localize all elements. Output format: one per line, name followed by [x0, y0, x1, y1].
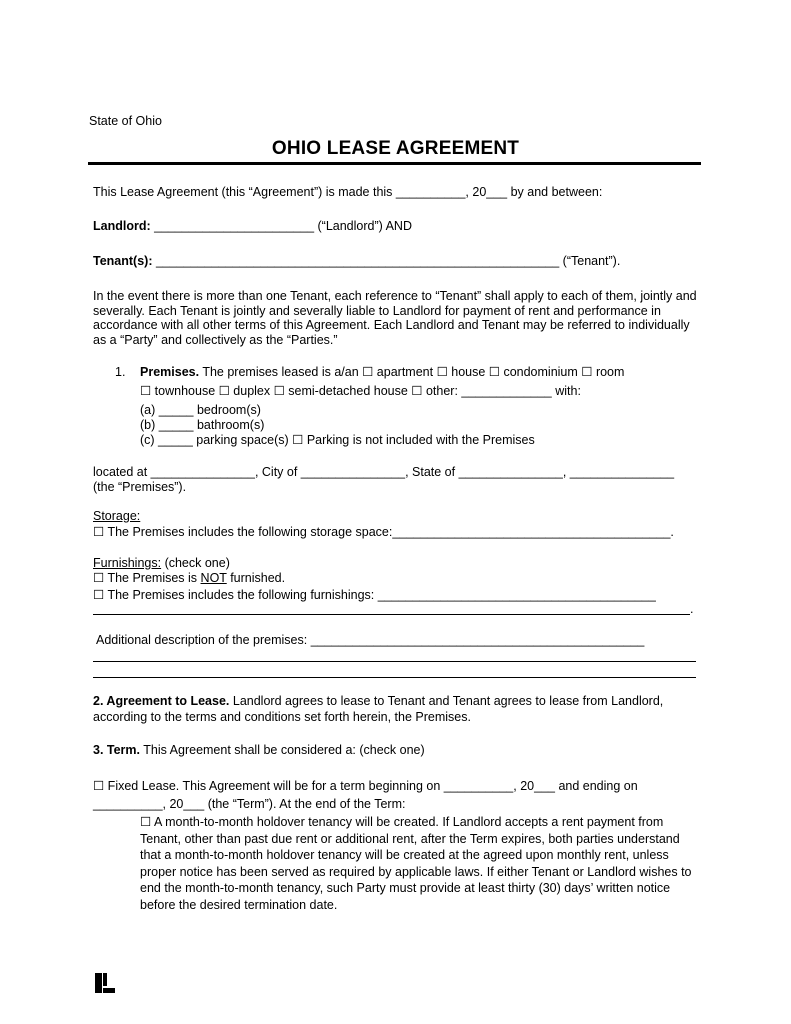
furnishings-option-furnished[interactable]: ☐ The Premises includes the following furnishings: ________________________________________ [93, 588, 656, 602]
landlord-line [93, 219, 412, 234]
holdover-paragraph[interactable]: ☐ A month-to-month holdover tenancy will be created. If Landlord accepts a rent payment from Tenant, other than past due rent or additional rent, after the Term expires, both parties understand that a month-to-month holdover tenancy will be created at the agreed upon monthly rent, unless proper notice has been served as required by applicable laws. If either Tenant or Landlord wishes to end the month-to-month tenancy, such Party must provide at least thirty (30) days’ written notice before the desired termination date. [140, 815, 692, 912]
agreement-to-lease [93, 693, 703, 725]
premises-definition: (the “Premises”). [93, 480, 187, 494]
term-heading-line [93, 743, 425, 758]
tenant-line [93, 254, 620, 269]
furnishings-heading: Furnishings: [93, 556, 162, 570]
brand-logo-icon [94, 972, 116, 994]
furnishings-opt1-end: furnished. [226, 571, 286, 585]
fixed-lease-line-1[interactable]: ☐ Fixed Lease. This Agreement will be for a term beginning on __________, 20___ and ending on [93, 779, 638, 793]
furnishings-not: NOT [200, 571, 227, 585]
furnishings-opt1-text: ☐ The Premises is [93, 571, 201, 585]
premises-type-options[interactable]: The premises leased is a/an ☐ apartment ☐ house ☐ condominium ☐ room [202, 365, 625, 379]
premises-line-1 [140, 365, 624, 380]
document-title: OHIO LEASE AGREEMENT [271, 138, 520, 159]
additional-description[interactable]: Additional description of the premises: ________________________________________________ [96, 633, 645, 647]
furnishings-period: . [690, 602, 694, 616]
state-label: State of Ohio [89, 114, 162, 128]
premises-bedrooms[interactable]: (a) _____ bedroom(s) [140, 403, 261, 417]
agreement-heading: 2. Agreement to Lease. [93, 694, 230, 708]
furnishings-blank-line[interactable] [93, 614, 690, 615]
storage-line[interactable]: ☐ The Premises includes the following storage space:________________________________________. [93, 525, 674, 539]
landlord-label: Landlord: [93, 219, 151, 233]
fixed-lease-line-2[interactable]: __________, 20___ (the “Term”). At the end of the Term: [93, 797, 406, 811]
term-heading: 3. Term. [93, 743, 141, 757]
additional-blank-line-2[interactable] [93, 677, 696, 678]
furnishings-note: (check one) [161, 556, 230, 570]
additional-blank-line-1[interactable] [93, 661, 696, 662]
premises-number: 1. [115, 365, 126, 379]
landlord-field[interactable]: _______________________ (“Landlord”) AND [154, 219, 412, 233]
tenant-label: Tenant(s): [93, 254, 153, 268]
furnishings-option-unfurnished[interactable] [93, 571, 285, 586]
term-text: This Agreement shall be considered a: (check one) [140, 743, 425, 757]
parties-paragraph: In the event there is more than one Tenant, each reference to “Tenant” shall apply to each of them, jointly and severally. Each Tenant is jointly and severally liable to Landlord for payment of rent and performance in accordance with all other terms of this Agreement. Each Landlord and Tenant may be referred to individually as a “Party” and collectively as the “Parties.” [93, 289, 697, 347]
title-rule [88, 162, 701, 165]
premises-heading: Premises. [140, 365, 200, 379]
tenant-field[interactable]: __________________________________________________________ (“Tenant”). [155, 254, 621, 268]
premises-line-2[interactable]: ☐ townhouse ☐ duplex ☐ semi-detached house ☐ other: _____________ with: [140, 384, 581, 398]
premises-bathrooms[interactable]: (b) _____ bathroom(s) [140, 418, 265, 432]
furnishings-heading-line [93, 556, 230, 571]
intro-line: This Lease Agreement (this “Agreement”) is made this __________, 20___ by and between: [93, 185, 603, 199]
premises-location[interactable]: located at _______________, City of _______________, State of _______________, _______________ [93, 465, 675, 479]
storage-heading: Storage: [93, 509, 141, 523]
agreement-text: Landlord agrees to lease to Tenant and Tenant agrees to lease from Landlord, according to the terms and conditions set forth herein, the Premises. [93, 694, 664, 724]
premises-parking[interactable]: (c) _____ parking space(s) ☐ Parking is not included with the Premises [140, 433, 535, 447]
